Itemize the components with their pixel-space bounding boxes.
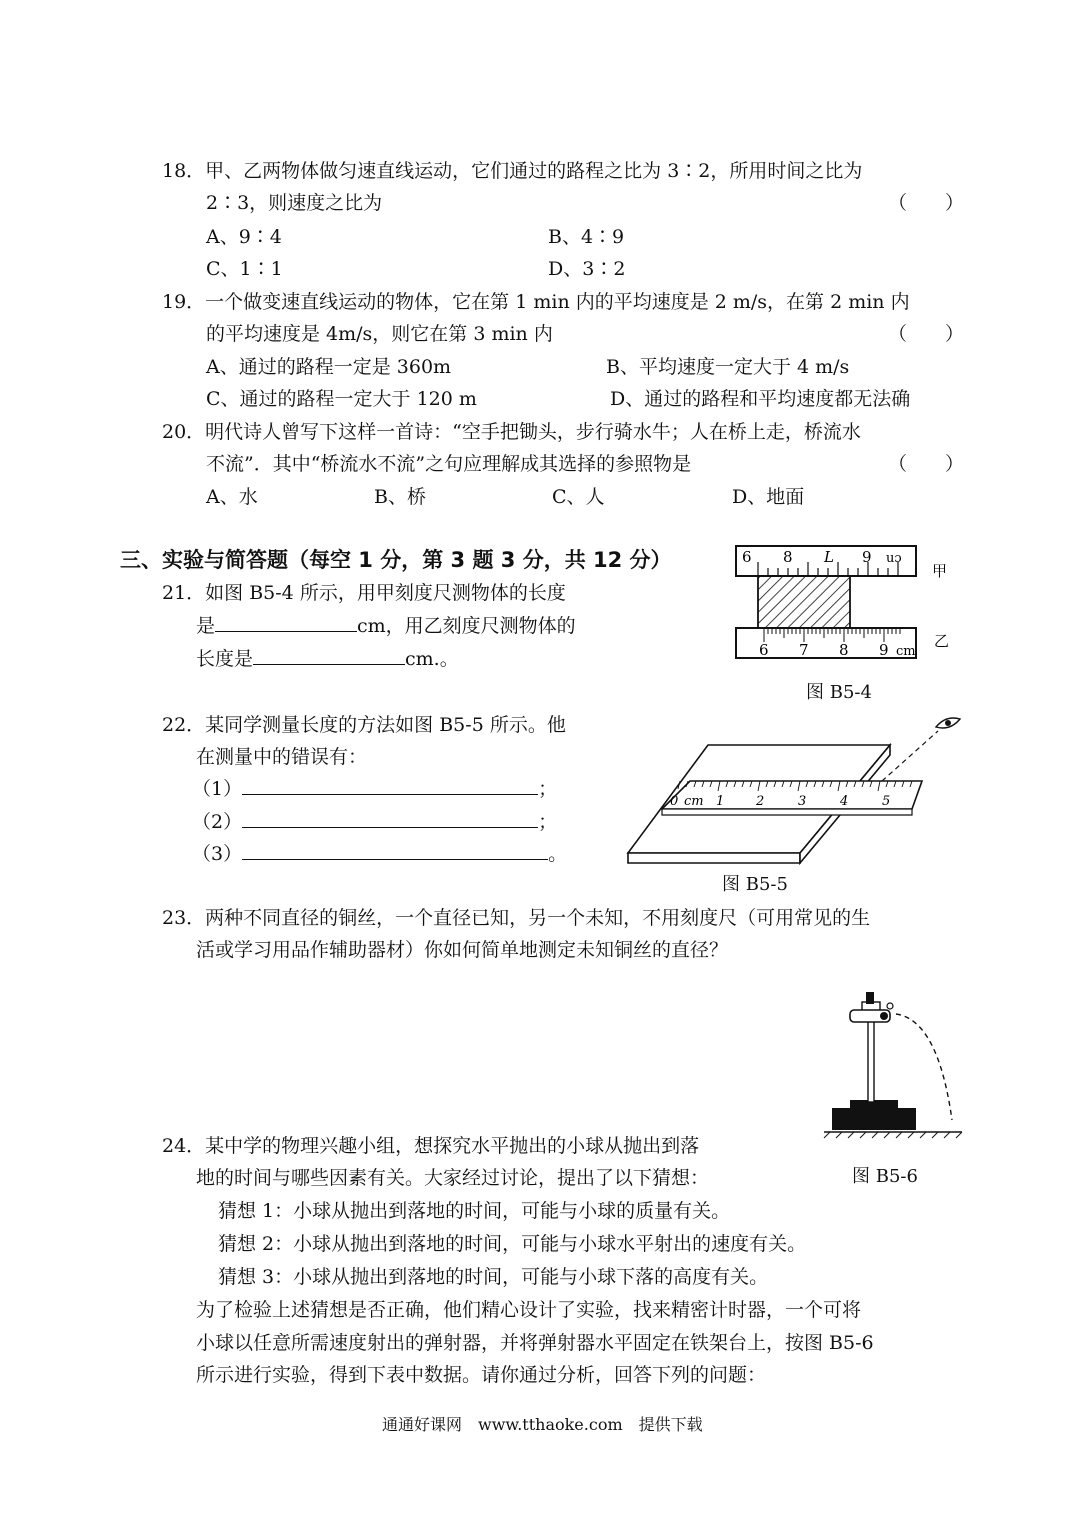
q19-answer-paren: （ ） [888,323,965,345]
q20-option-a: A、水 [206,486,258,508]
q18-option-b: B、4∶9 [548,226,625,248]
ruler-yi-label: 乙 [934,632,950,650]
q21-answer-blank-jia[interactable] [215,613,357,632]
q21-line2-prefix: 是 [196,615,216,637]
q18-line2: 2∶3，则速度之比为 [206,192,383,214]
q18-option-d: D、3∶2 [548,258,626,280]
q21-line3-prefix: 长度是 [196,648,254,670]
ruler-jia-tick-6: 6 [742,548,752,566]
q24-guess-3: 猜想 3：小球从抛出到落地的时间，可能与小球下落的高度有关。 [218,1266,769,1288]
stand-base [832,1108,916,1130]
ruler-yi-tick-9: 9 [879,641,889,659]
q22-answer-blank-1[interactable] [242,776,538,795]
q18-option-c: C、1∶1 [206,258,283,280]
q18-option-a: A、9∶4 [206,226,282,248]
ruler-yi-tick-8: 8 [839,641,849,659]
ruler-jia-tick-8: 8 [783,548,793,566]
q18-line1: 18．甲、乙两物体做匀速直线运动，它们通过的路程之比为 3∶2，所用时间之比为 [162,160,863,182]
q20-line2: 不流”．其中“桥流水不流”之句应理解成其选择的参照物是 [206,453,692,475]
fig55-tick-5: 5 [882,794,891,809]
figure-b5-5 [620,705,970,865]
figure-b5-4 [728,540,958,675]
figure-b5-4-caption: 图 B5-4 [806,682,872,703]
q19-option-a: A、通过的路程一定是 360m [206,356,452,378]
q22-item-1: （1） ； [192,778,558,800]
q22-item-3: （3） 。 [192,843,568,865]
line-of-sight [882,731,938,781]
ruler-jia-tick-l: L [824,548,834,566]
q21-line3 [196,644,459,671]
q24-para-line2: 小球以任意所需速度射出的弹射器，并将弹射器水平固定在铁架台上，按图 B5-6 [196,1332,874,1354]
q20-option-d: D、地面 [732,486,805,508]
q21-answer-blank-yi[interactable] [253,646,405,665]
section3-heading: 三、实验与简答题（每空 1 分，第 3 题 3 分，共 12 分） [120,548,672,572]
ruler-yi-unit: cm [896,644,916,659]
ruler-jia-tick-9: 9 [862,548,872,566]
q24-para-line1: 为了检验上述猜想是否正确，他们精心设计了实验，找来精密计时器，一个可将 [196,1299,862,1321]
fig55-tick-4: 4 [840,794,849,809]
ruler-jia-unit: uɔ [886,551,902,566]
stand-pole [868,1010,874,1102]
figure-b5-6 [820,980,970,1140]
q24-guess-1: 猜想 1：小球从抛出到落地的时间，可能与小球的质量有关。 [218,1200,731,1222]
q19-option-b: B、平均速度一定大于 4 m/s [606,356,850,378]
q24-guess-2: 猜想 2：小球从抛出到落地的时间，可能与小球水平射出的速度有关。 [218,1233,807,1255]
q23-line2: 活或学习用品作辅助器材）你如何简单地测定未知铜丝的直径？ [196,939,729,961]
q22-answer-blank-2[interactable] [242,809,538,828]
q21-line2-suffix: cm，用乙刻度尺测物体的 [357,615,576,637]
page-footer: 通通好课网 www.tthaoke.com 提供下载 [382,1415,703,1434]
q19-option-c: C、通过的路程一定大于 120 m [206,388,477,410]
q20-option-b: B、桥 [374,486,426,508]
q22-line1: 22．某同学测量长度的方法如图 B5-5 所示。他 [162,714,566,736]
q21-line3-suffix: cm.。 [405,648,459,670]
q23-line1: 23．两种不同直径的铜丝，一个直径已知，另一个未知，不用刻度尺（可用常见的生 [162,907,871,929]
q18-answer-paren: （ ） [888,192,965,214]
q21-line1: 21．如图 B5-4 所示，用甲刻度尺测物体的长度 [162,582,566,604]
ruler-jia-label: 甲 [932,562,948,580]
q24-line2: 地的时间与哪些因素有关。大家经过讨论，提出了以下猜想： [196,1167,710,1189]
fig55-unit: cm [684,794,704,809]
q24-para-line3: 所示进行实验，得到下表中数据。请你通过分析，回答下列的问题： [196,1364,767,1386]
measured-object [758,576,850,628]
eye-icon [936,718,960,728]
q19-line1: 19．一个做变速直线运动的物体，它在第 1 min 内的平均速度是 2 m/s，在第 2 min 内 [162,291,910,313]
q21-line2 [196,611,576,638]
fig55-tick-2: 2 [756,794,765,809]
figure-b5-5-caption: 图 B5-5 [722,874,788,895]
q19-line2: 的平均速度是 4m/s，则它在第 3 min 内 [206,323,553,345]
fig55-tick-3: 3 [798,794,807,809]
figure-b5-6-caption: 图 B5-6 [852,1166,918,1187]
fig55-tick-0: 0 [670,794,679,809]
q20-option-c: C、人 [552,486,605,508]
q22-item-2: （2） ； [192,811,558,833]
fig55-tick-1: 1 [716,794,725,809]
q24-line1: 24．某中学的物理兴趣小组，想探究水平抛出的小球从抛出到落 [162,1135,700,1157]
ruler-yi-tick-7: 7 [799,641,809,659]
q22-answer-blank-3[interactable] [242,841,548,860]
trajectory [896,1014,952,1120]
q22-line2: 在测量中的错误有： [196,746,368,768]
q20-line1: 20．明代诗人曾写下这样一首诗：“空手把锄头，步行骑水牛；人在桥上走，桥流水 [162,421,861,443]
q20-answer-paren: （ ） [888,453,965,475]
ruler-yi-tick-6: 6 [759,641,769,659]
q19-option-d: D、通过的路程和平均速度都无法确 [610,388,911,410]
